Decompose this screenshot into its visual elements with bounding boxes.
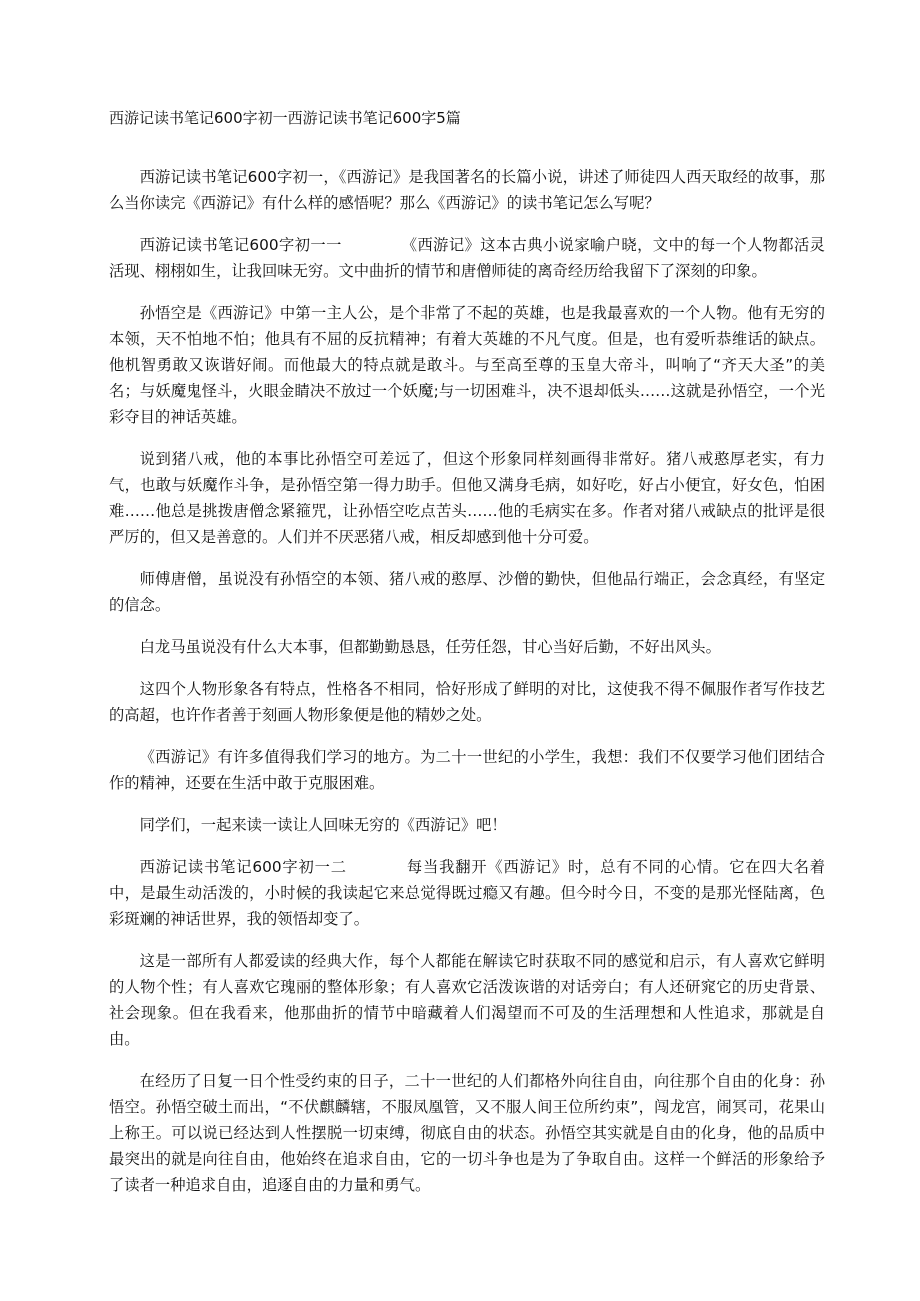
paragraph-text: 这四个人物形象各有特点，性格各不相同，恰好形成了鲜明的对比，这使我不得不佩服作者写作技艺的高超，也许作者善于刻画人物形象便是他的精妙之处。 — [109, 680, 825, 724]
section-heading: 西游记读书笔记600字初一二 — [139, 858, 347, 876]
document-title: 西游记读书笔记600字初一西游记读书笔记600字5篇 — [109, 109, 461, 127]
paragraph-text: 在经历了日复一日个性受约束的日子，二十一世纪的人们都格外向往自由，向往那个自由的化身：孙悟空。孙悟空破土而出，“不伏麒麟辖，不服凤凰管，又不服人间王位所约束”，闯龙宫，闹冥司，花果山上称王。可以说已经达到人性摆脱一切束缚，彻底自由的状态。孙悟空其实就是自由的化身，他的品质中最突出的就是向往自由，他始终在追求自由，它的一切斗争也是为了争取自由。这样一个鲜活的形象给予了读者一种追求自由，追逐自由的力量和勇气。 — [109, 1072, 825, 1194]
paragraph — [109, 446, 825, 550]
paragraph — [109, 854, 825, 932]
paragraph — [109, 1068, 825, 1198]
paragraph — [109, 676, 825, 728]
paragraph-text: 《西游记》有许多值得我们学习的地方。为二十一世纪的小学生，我想：我们不仅要学习他们团结合作的精神，还要在生活中敢于克服困难。 — [109, 748, 825, 792]
paragraph — [109, 948, 825, 1052]
paragraph-text: 说到猪八戒，他的本事比孙悟空可差远了，但这个形象同样刻画得非常好。猪八戒憨厚老实，有力气，也敢与妖魔作斗争，是孙悟空第一得力助手。但他又满身毛病，如好吃，好占小便宜，好女色，怕困难……他总是挑拨唐僧念紧箍咒，让孙悟空吃点苦头……他的毛病实在多。作者对猪八戒缺点的批评是很严厉的，但又是善意的。人们并不厌恶猪八戒，相反却感到他十分可爱。 — [109, 450, 825, 546]
paragraph-text: 孙悟空是《西游记》中第一主人公，是个非常了不起的英雄，也是我最喜欢的一个人物。他有无穷的本领，天不怕地不怕；他具有不屈的反抗精神；有着大英雄的不凡气度。但是，也有爱听恭维话的缺点。他机智勇敢又诙谐好闹。而他最大的特点就是敢斗。与至高至尊的玉皇大帝斗，叫响了“齐天大圣”的美名；与妖魔鬼怪斗，火眼金睛决不放过一个妖魔;与一切困难斗，决不退却低头……这就是孙悟空，一个光彩夺目的神话英雄。 — [109, 304, 825, 426]
section-heading: 西游记读书笔记600字初一一 — [139, 236, 342, 254]
paragraph — [109, 300, 825, 430]
paragraph — [109, 744, 825, 796]
paragraph — [109, 634, 825, 660]
document-body — [109, 164, 825, 1214]
paragraph-text: 白龙马虽说没有什么大本事，但都勤勤恳恳，任劳任怨，甘心当好后勤，不好出风头。 — [139, 638, 721, 656]
paragraph-text: 师傅唐僧，虽说没有孙悟空的本领、猪八戒的憨厚、沙僧的勤快，但他品行端正，会念真经，有坚定的信念。 — [109, 570, 825, 614]
paragraph-text: 每当我翻开《西游记》时，总有不同的心情。它在四大名着中，是最生动活泼的，小时候的我读起它来总觉得既过瘾又有趣。但今时今日，不变的是那光怪陆离，色彩斑斓的神话世界，我的领悟却变了。 — [109, 858, 825, 928]
paragraph — [109, 164, 825, 216]
paragraph-text: 《西游记》这本古典小说家喻户晓，文中的每一个人物都活灵活现、栩栩如生，让我回味无穷。文中曲折的情节和唐僧师徒的离奇经历给我留下了深刻的印象。 — [109, 236, 825, 280]
paragraph-text: 西游记读书笔记600字初一，《西游记》是我国著名的长篇小说，讲述了师徒四人西天取经的故事，那么当你读完《西游记》有什么样的感悟呢？那么《西游记》的读书笔记怎么写呢？ — [109, 168, 825, 212]
paragraph — [109, 812, 825, 838]
paragraph-text: 这是一部所有人都爱读的经典大作，每个人都能在解读它时获取不同的感觉和启示，有人喜欢它鲜明的人物个性；有人喜欢它瑰丽的整体形象；有人喜欢它活泼诙谐的对话旁白；有人还研窕它的历史背景、社会现象。但在我看来，他那曲折的情节中暗藏着人们渴望而不可及的生活理想和人性追求，那就是自由。 — [109, 952, 825, 1048]
paragraph — [109, 232, 825, 284]
paragraph-text: 同学们，一起来读一读让人回味无穷的《西游记》吧！ — [139, 816, 507, 834]
paragraph — [109, 566, 825, 618]
